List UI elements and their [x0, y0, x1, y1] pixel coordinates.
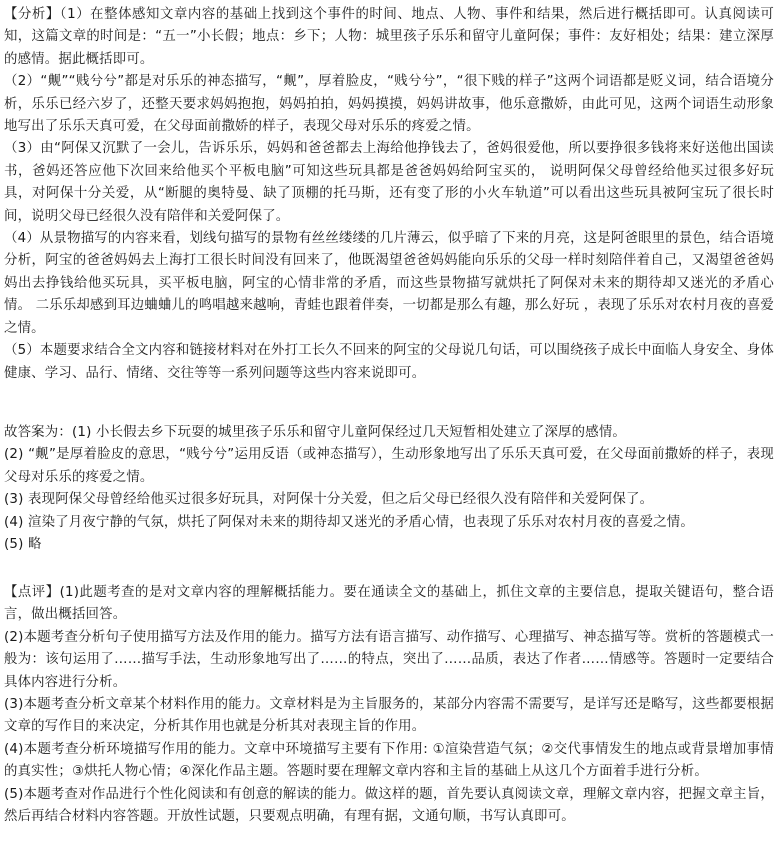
- answer-paragraph-2: (2) “觍”是厚着脸皮的意思，“贱兮兮”运用反语（或神态描写），生动形象地写出了乐乐天真可爱，在父母面前撒娇的样子，表现父母对乐乐的疼爱之情。: [4, 447, 774, 485]
- analysis-section: [0, 4, 780, 385]
- analysis-paragraph-3: （3）由“阿保又沉默了一会儿，告诉乐乐，妈妈和爸爸都去上海给他挣钱去了，爸妈很爱他，所以要挣很多钱将来好送他出国读书，爸妈还答应他下次回来给他买个平板电脑”可知这些玩具都是爸爸妈妈给阿宝买的， 说明阿保父母曾经给他买过很多好玩具，对阿保十分关爱，从“断腿的奥特曼、缺了顶棚的托马斯，还有变了形的小火车轨道”可以看出这些玩具被阿宝玩了很长时间，说明父母已经很久没有陪伴和关爱阿保了。: [4, 141, 774, 224]
- answer-section: [0, 422, 780, 556]
- analysis-paragraph-5: （5）本题要求结合全文内容和链接材料对在外打工长久不回来的阿宝的父母说几句话，可以围绕孩子成长中面临人身安全、身体健康、学习、品行、情绪、交往等等一系列问题等这些内容来说即可。: [4, 343, 774, 381]
- comment-section: [0, 582, 780, 828]
- comment-paragraph-4: (4)本题考查分析环境描写作用的能力。文章中环境描写主要有下作用: ①渲染营造气氛；②交代事情发生的地点或背景增加事情的真实性；③烘托人物心情；④深化作品主题。答题时要在理解文章内容和主旨的基础上从这几个方面着手进行分析。: [4, 741, 774, 780]
- answer-paragraph-1: 故答案为：(1) 小长假去乡下玩耍的城里孩子乐乐和留守儿童阿保经过几天短暂相处建立了深厚的感情。: [4, 425, 627, 440]
- analysis-paragraph-1: 【分析】（1）在整体感知文章内容的基础上找到这个事件的时间、地点、人物、事件和结果，然后进行概括即可。认真阅读可知，这篇文章的时间是：“五一”小长假；地点：乡下；人物：城里孩子乐乐和留守儿童阿保；事件：友好相处；结果：建立深厚的感情。据此概括即可。: [4, 7, 774, 67]
- comment-paragraph-1: 【点评】(1)此题考查的是对文章内容的理解概括能力。要在通读全文的基础上，抓住文章的主要信息，提取关键语句，整合语言，做出概括回答。: [4, 585, 774, 623]
- comment-paragraph-3: (3)本题考查分析文章某个材料作用的能力。文章材料是为主旨服务的，某部分内容需不需要写，是详写还是略写，这些都要根据文章的写作目的来决定，分析其作用也就是分析其对表现主旨的作用。: [4, 697, 774, 735]
- answer-paragraph-5: (5) 略: [4, 537, 42, 553]
- comment-paragraph-2: (2)本题考查分析句子使用描写方法及作用的能力。描写方法有语言描写、动作描写、心理描写、神态描写等。赏析的答题模式一般为：该句运用了……描写手法，生动形象地写出了……的特点，突出了……品质，表达了作者……情感等。答题时一定要结合具体内容进行分析。: [4, 629, 774, 690]
- answer-paragraph-3: (3) 表现阿保父母曾经给他买过很多好玩具，对阿保十分关爱，但之后父母已经很久没有陪伴和关爱阿保了。: [4, 492, 654, 508]
- comment-paragraph-5: (5)本题考查对作品进行个性化阅读和有创意的解读的能力。做这样的题，首先要认真阅读文章，理解文章内容，把握文章主旨，然后再结合材料内容答题。开放性试题，只要观点明确，有理有据，文通句顺，书写认真即可。: [4, 786, 774, 825]
- analysis-paragraph-2: （2）“觍”“贱兮兮”都是对乐乐的神态描写，“觍”，厚着脸皮，“贱兮兮”，“很下贱的样子”这两个词语都是贬义词，结合语境分析，乐乐已经六岁了，还整天要求妈妈抱抱，妈妈拍拍，妈妈摸摸，妈妈讲故事，他乐意撒娇，由此可见，这两个词语生动形象地写出了乐乐天真可爱，在父母面前撒娇的样子，表现父母对乐乐的疼爱之情。: [4, 74, 774, 135]
- analysis-paragraph-4: （4）从景物描写的内容来看，划线句描写的景物有丝丝缕缕的几片薄云，似乎暗了下来的月亮，这是阿爸眼里的景色，结合语境分析，阿宝的爸爸妈妈去上海打工很长时间没有回来了，他既渴望爸爸妈妈能向乐乐的父母一样时刻陪伴着自己，又渴望爸爸妈妈出去挣钱给他买玩具，买平板电脑，阿宝的心情非常的矛盾，而这些景物描写就烘托了阿保对未来的期待却又迷光的矛盾心情。 二乐乐却感到耳边蛐蛐儿的鸣唱越来越响，青蛙也跟着伴奏，一切都是那么有趣，那么好玩 ，表现了乐乐对农村月夜的喜爱之情。: [4, 231, 774, 336]
- answer-paragraph-4: (4) 渲染了月夜宁静的气氛，烘托了阿保对未来的期待却又迷光的矛盾心情，也表现了乐乐对农村月夜的喜爱之情。: [4, 514, 694, 530]
